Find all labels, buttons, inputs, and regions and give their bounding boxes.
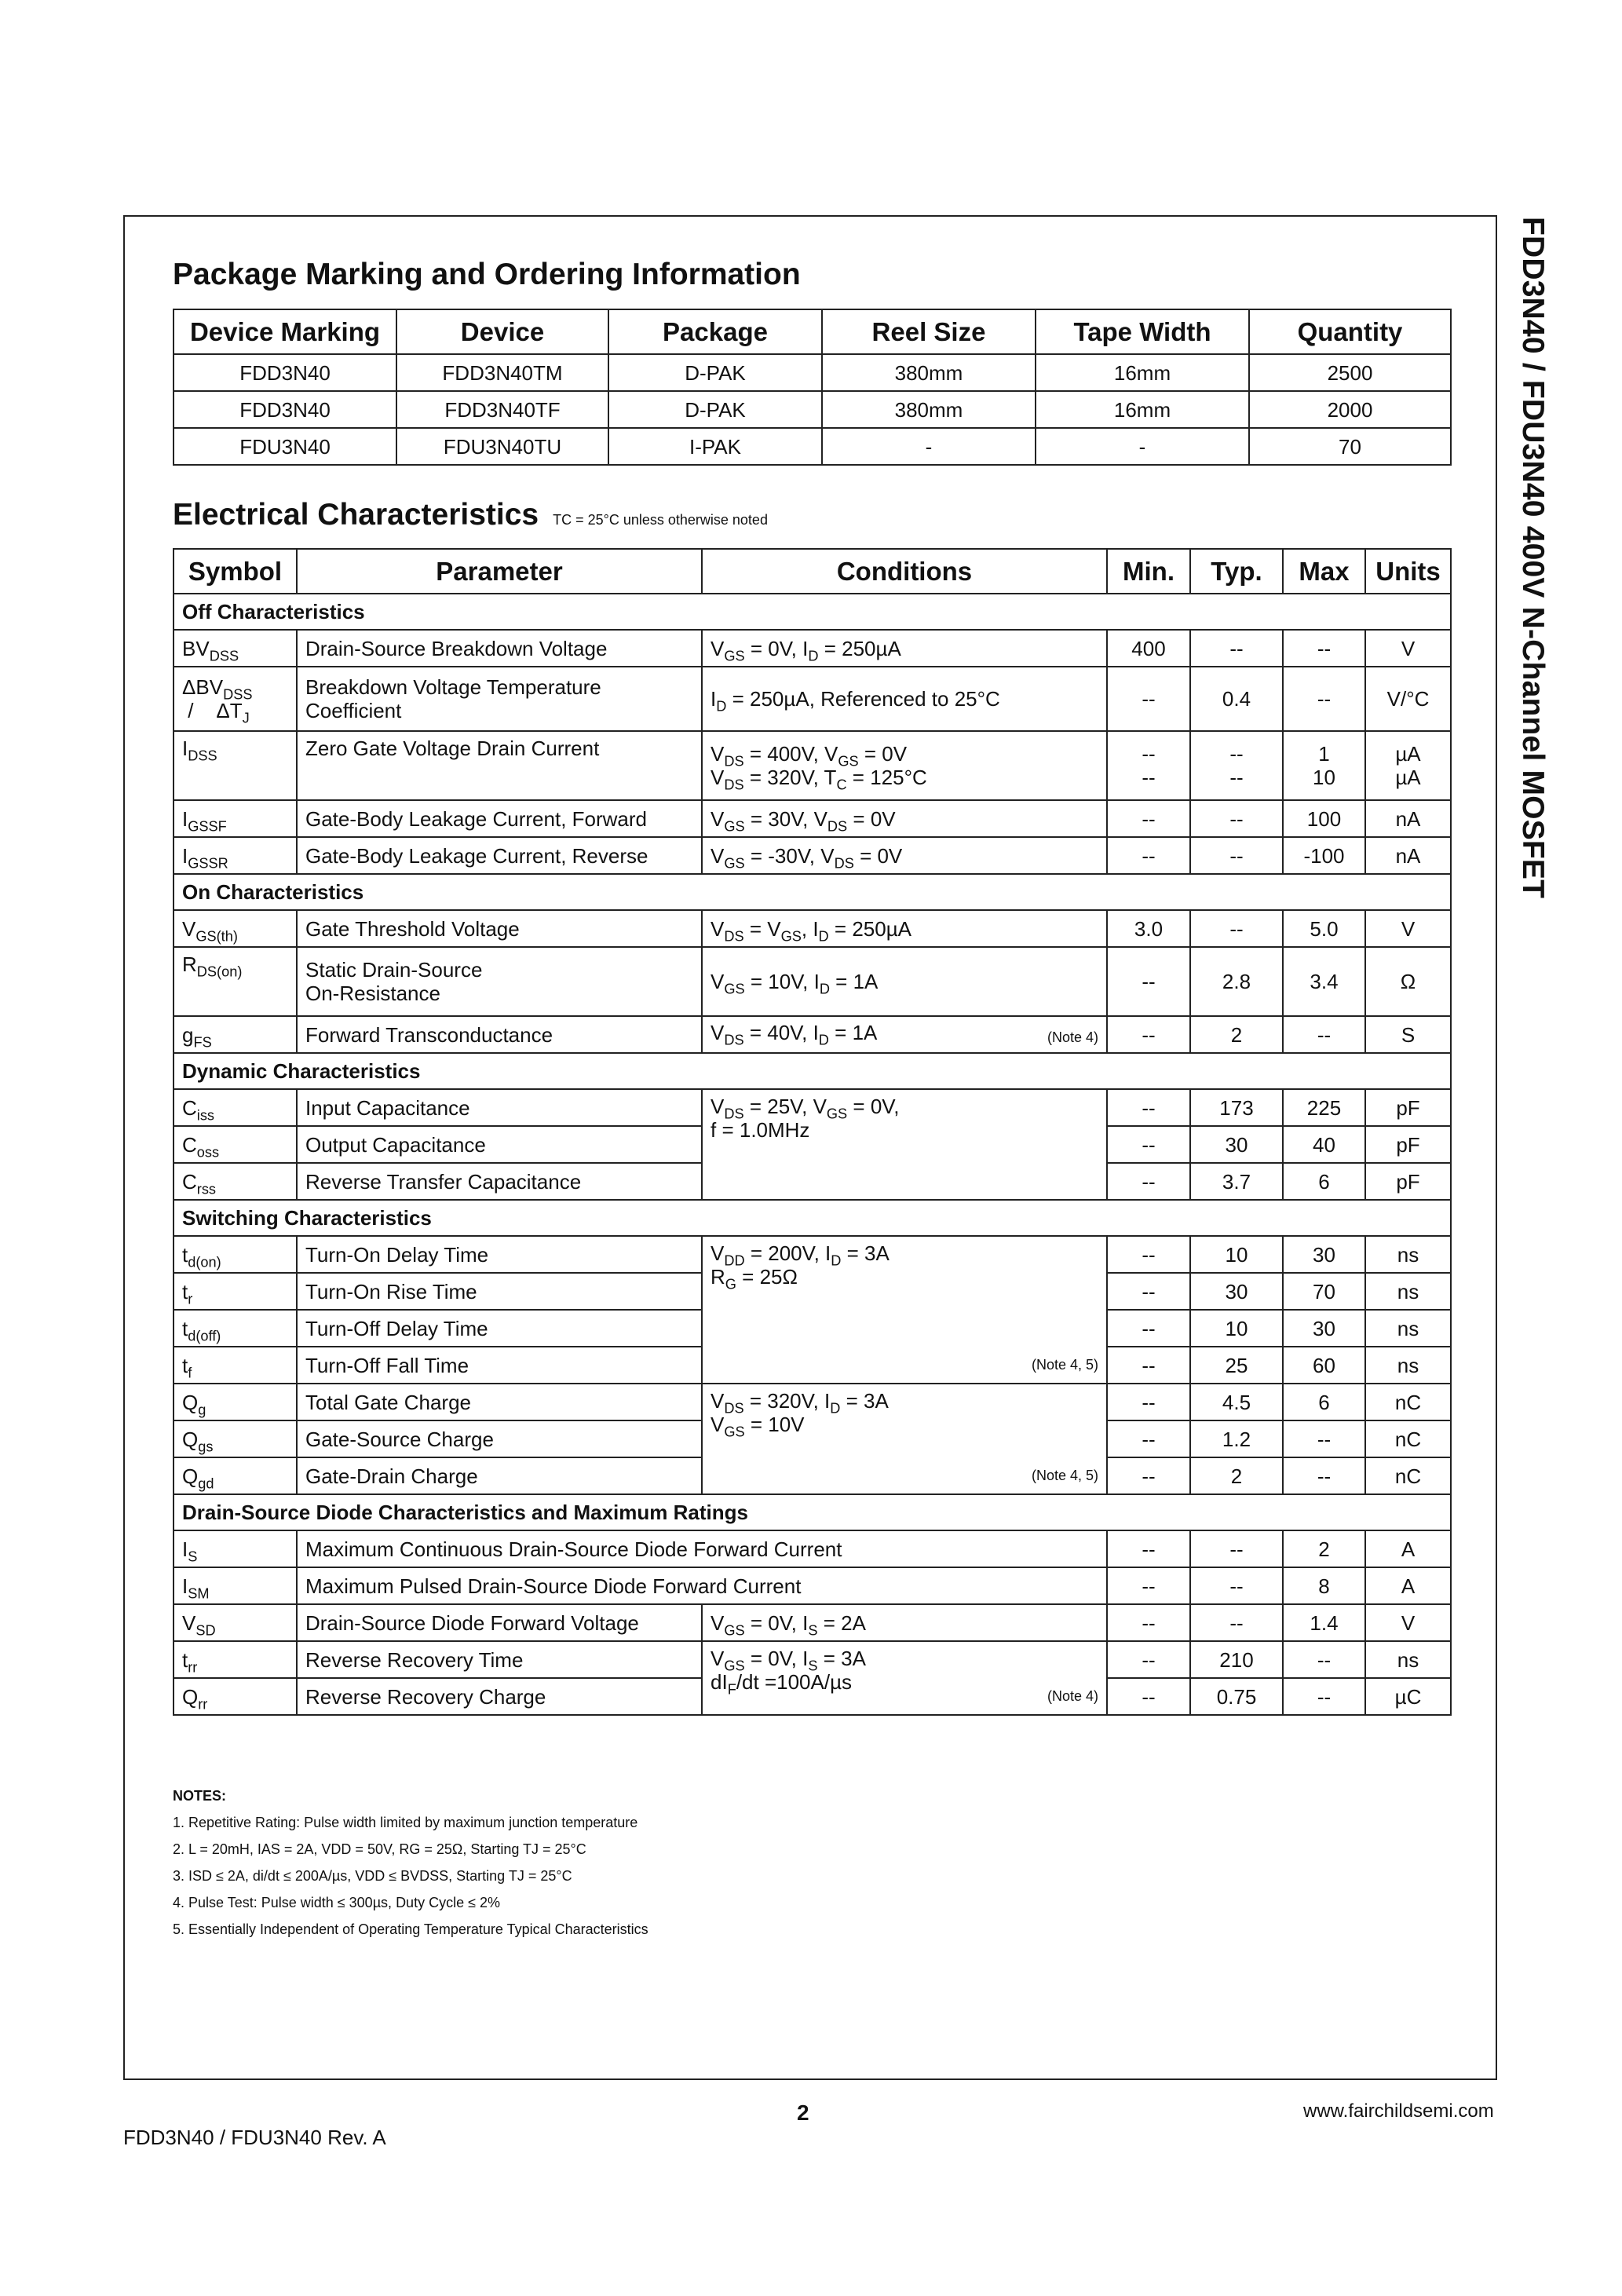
param-cell: Maximum Pulsed Drain-Source Diode Forward Current: [297, 1567, 1107, 1604]
cell: -: [1036, 428, 1249, 465]
symbol-cell: $t_{rr}$: [174, 1641, 297, 1678]
value: µA: [1395, 766, 1421, 789]
symbol-cell: $I_{SM}$: [174, 1567, 297, 1604]
typ-cell: 2: [1190, 1457, 1283, 1494]
header-quantity: Quantity: [1249, 309, 1451, 354]
min-cell: --: [1107, 1384, 1190, 1420]
cell: 16mm: [1036, 354, 1249, 391]
max-cell: --: [1283, 1016, 1365, 1053]
param-cell: [297, 667, 702, 731]
symbol-cell: $BV_{DSS}$: [174, 630, 297, 667]
param-cell: Maximum Continuous Drain-Source Diode Forward Current: [297, 1530, 1107, 1567]
section-row-on: [174, 874, 1451, 910]
header-device: Device: [396, 309, 608, 354]
cell: 2000: [1249, 391, 1451, 428]
min-cell: --: [1107, 1016, 1190, 1053]
min-cell: --: [1107, 1347, 1190, 1384]
max-cell: -100: [1283, 837, 1365, 874]
unit-cell: µC: [1365, 1678, 1451, 1715]
value: --: [1229, 766, 1244, 789]
condition-note: TC = 25°C unless otherwise noted: [553, 512, 768, 528]
symbol-cell: $C_{iss}$: [174, 1089, 297, 1126]
cell: 70: [1249, 428, 1451, 465]
table-row: [174, 731, 1451, 800]
cell: D-PAK: [608, 354, 822, 391]
symbol-cell: $Q_g$: [174, 1384, 297, 1420]
max-cell: 40: [1283, 1126, 1365, 1163]
typ-cell: 10: [1190, 1310, 1283, 1347]
cell: -: [822, 428, 1036, 465]
min-cell: --: [1107, 1236, 1190, 1273]
table-row: [174, 947, 1451, 1016]
param-cell: Drain-Source Breakdown Voltage: [297, 630, 702, 667]
symbol-cell: $I_{GSSF}$: [174, 800, 297, 837]
max-cell: 6: [1283, 1163, 1365, 1200]
typ-cell: 30: [1190, 1273, 1283, 1310]
cond-cell: $V_{DS} = V_{GS}$, $I_D = 250\mu A$: [702, 910, 1107, 947]
cond-cell: $V_{GS} = 10V$, $I_D = 1A$: [702, 947, 1107, 1016]
cell: 380mm: [822, 354, 1036, 391]
min-cell: --: [1107, 1678, 1190, 1715]
side-title: [1506, 217, 1553, 971]
cell: 380mm: [822, 391, 1036, 428]
cell: I-PAK: [608, 428, 822, 465]
table-row: [174, 910, 1451, 947]
max-cell: --: [1283, 667, 1365, 731]
param-cell: Gate-Body Leakage Current, Forward: [297, 800, 702, 837]
typ-cell: --: [1190, 910, 1283, 947]
page-number: 2: [797, 2100, 809, 2125]
cell: D-PAK: [608, 391, 822, 428]
cell: FDD3N40: [174, 354, 396, 391]
symbol-cell: $I_S$: [174, 1530, 297, 1567]
min-cell: 400: [1107, 630, 1190, 667]
electrical-table: [173, 548, 1452, 1716]
min-cell: --: [1107, 667, 1190, 731]
unit-cell: [1365, 731, 1451, 800]
unit-cell: nC: [1365, 1420, 1451, 1457]
table-row: [174, 667, 1451, 731]
footer-revision: FDD3N40 / FDU3N40 Rev. A: [123, 2126, 386, 2149]
param-cell: Output Capacitance: [297, 1126, 702, 1163]
min-cell: --: [1107, 1089, 1190, 1126]
unit-cell: nC: [1365, 1384, 1451, 1420]
param-cell: Gate-Drain Charge: [297, 1457, 702, 1494]
header-units: Units: [1365, 549, 1451, 594]
section-label: Switching Characteristics: [174, 1200, 1451, 1236]
header-symbol: Symbol: [174, 549, 297, 594]
symbol-cell: $C_{rss}$: [174, 1163, 297, 1200]
unit-cell: V/°C: [1365, 667, 1451, 731]
min-cell: --: [1107, 800, 1190, 837]
cell: FDU3N40TU: [396, 428, 608, 465]
table-row: [174, 1016, 1451, 1053]
typ-cell: 4.5: [1190, 1384, 1283, 1420]
min-cell: --: [1107, 1163, 1190, 1200]
notes-block: [173, 1782, 648, 1943]
symbol-cell: $t_{d(off)}$: [174, 1310, 297, 1347]
note-item: 1. Repetitive Rating: Pulse width limited by maximum junction temperature: [173, 1815, 638, 1830]
unit-cell: Ω: [1365, 947, 1451, 1016]
table-row: [174, 1236, 1451, 1273]
electrical-section-title: [173, 498, 768, 532]
param-cell: Gate-Body Leakage Current, Reverse: [297, 837, 702, 874]
table-row: [174, 391, 1451, 428]
param-cell: [297, 947, 702, 1016]
typ-cell: 0.4: [1190, 667, 1283, 731]
value: 1: [1318, 742, 1330, 766]
note-item: 5. Essentially Independent of Operating Temperature Typical Characteristics: [173, 1921, 648, 1937]
min-cell: --: [1107, 1641, 1190, 1678]
max-cell: --: [1283, 630, 1365, 667]
cond-cell: $V_{DD} = 200V$, $I_D = 3A$ $R_G = 25\Omega$ (Note 4, 5): [702, 1236, 1107, 1384]
table-row: [174, 428, 1451, 465]
min-cell: --: [1107, 1273, 1190, 1310]
unit-cell: pF: [1365, 1163, 1451, 1200]
symbol-cell: $I_{GSSR}$: [174, 837, 297, 874]
value: --: [1142, 766, 1156, 789]
param-cell: Forward Transconductance: [297, 1016, 702, 1053]
min-cell: --: [1107, 1126, 1190, 1163]
symbol-cell: $R_{DS(on)}$: [174, 947, 297, 1016]
table-row: [174, 800, 1451, 837]
typ-cell: 210: [1190, 1641, 1283, 1678]
table-row: [174, 1530, 1451, 1567]
unit-cell: V: [1365, 910, 1451, 947]
value: --: [1229, 742, 1244, 766]
symbol-cell: $t_f$: [174, 1347, 297, 1384]
footer-website-link[interactable]: www.fairchildsemi.com: [1303, 2100, 1494, 2122]
max-cell: 30: [1283, 1236, 1365, 1273]
value: µA: [1395, 742, 1421, 766]
max-cell: 70: [1283, 1273, 1365, 1310]
max-cell: 225: [1283, 1089, 1365, 1126]
unit-cell: nA: [1365, 837, 1451, 874]
section-label: Dynamic Characteristics: [174, 1053, 1451, 1089]
section-row-off: [174, 594, 1451, 630]
min-cell: [1107, 731, 1190, 800]
param-cell: Turn-On Delay Time: [297, 1236, 702, 1273]
header-parameter: Parameter: [297, 549, 702, 594]
unit-cell: nC: [1365, 1457, 1451, 1494]
cond-cell: $V_{DS} = 40V$, $I_D = 1A$ (Note 4): [702, 1016, 1107, 1053]
symbol-cell: $t_{d(on)}$: [174, 1236, 297, 1273]
note-item: 3. ISD ≤ 2A, di/dt ≤ 200A/µs, VDD ≤ BVDSS, Starting TJ = 25°C: [173, 1868, 572, 1884]
param-line: Static Drain-Source: [305, 958, 483, 982]
unit-cell: pF: [1365, 1089, 1451, 1126]
max-cell: --: [1283, 1457, 1365, 1494]
unit-cell: ns: [1365, 1641, 1451, 1678]
param-cell: Reverse Transfer Capacitance: [297, 1163, 702, 1200]
section-row-switching: [174, 1200, 1451, 1236]
header-max: Max: [1283, 549, 1365, 594]
unit-cell: A: [1365, 1530, 1451, 1567]
unit-cell: pF: [1365, 1126, 1451, 1163]
note-item: 2. L = 20mH, IAS = 2A, VDD = 50V, RG = 25Ω, Starting TJ = 25°C: [173, 1841, 586, 1857]
min-cell: 3.0: [1107, 910, 1190, 947]
typ-cell: [1190, 731, 1283, 800]
param-line: Breakdown Voltage Temperature: [305, 675, 601, 699]
param-cell: Turn-On Rise Time: [297, 1273, 702, 1310]
param-cell: Reverse Recovery Charge: [297, 1678, 702, 1715]
typ-cell: 25: [1190, 1347, 1283, 1384]
symbol-cell: $g_{FS}$: [174, 1016, 297, 1053]
package-header-row: [174, 309, 1451, 354]
electrical-title-text: Electrical Characteristics: [173, 498, 539, 532]
max-cell: 1.4: [1283, 1604, 1365, 1641]
cond-cell: $V_{GS} = 0V$, $I_D = 250\mu A$: [702, 630, 1107, 667]
symbol-cell: $C_{oss}$: [174, 1126, 297, 1163]
param-cell: Gate Threshold Voltage: [297, 910, 702, 947]
symbol-cell: $Q_{rr}$: [174, 1678, 297, 1715]
symbol-cell: $t_r$: [174, 1273, 297, 1310]
header-min: Min.: [1107, 549, 1190, 594]
note-item: 4. Pulse Test: Pulse width ≤ 300µs, Duty Cycle ≤ 2%: [173, 1895, 500, 1910]
max-cell: 6: [1283, 1384, 1365, 1420]
unit-cell: V: [1365, 630, 1451, 667]
table-row: [174, 1384, 1451, 1420]
note-ref: (Note 4, 5): [1031, 1468, 1098, 1483]
table-row: [174, 1641, 1451, 1678]
cond-cell: $V_{GS} = 0V$, $I_S = 3A$ $dI_F/dt =100A/\mu s$ (Note 4): [702, 1641, 1107, 1715]
header-typ: Typ.: [1190, 549, 1283, 594]
section-label: Off Characteristics: [174, 594, 1451, 630]
unit-cell: A: [1365, 1567, 1451, 1604]
max-cell: --: [1283, 1678, 1365, 1715]
header-reel-size: Reel Size: [822, 309, 1036, 354]
typ-cell: --: [1190, 800, 1283, 837]
param-cell: Total Gate Charge: [297, 1384, 702, 1420]
cond-cell: $V_{DS} = 320V$, $I_D = 3A$ $V_{GS} = 10V$ (Note 4, 5): [702, 1384, 1107, 1494]
typ-cell: 1.2: [1190, 1420, 1283, 1457]
cell: 16mm: [1036, 391, 1249, 428]
section-label: On Characteristics: [174, 874, 1451, 910]
side-title-text: FDD3N40 / FDU3N40 400V N-Channel MOSFET: [1516, 217, 1550, 899]
typ-cell: --: [1190, 1604, 1283, 1641]
unit-cell: ns: [1365, 1236, 1451, 1273]
package-table: [173, 309, 1452, 466]
cond-cell: $V_{GS} = 30V$, $V_{DS} = 0V$: [702, 800, 1107, 837]
section-row-dynamic: [174, 1053, 1451, 1089]
symbol-cell: $V_{SD}$: [174, 1604, 297, 1641]
cond-cell: $V_{GS} = 0V$, $I_S = 2A$: [702, 1604, 1107, 1641]
typ-cell: --: [1190, 837, 1283, 874]
table-row: [174, 354, 1451, 391]
cond-cell: $V_{GS} = -30V$, $V_{DS} = 0V$: [702, 837, 1107, 874]
param-cell: Reverse Recovery Time: [297, 1641, 702, 1678]
min-cell: --: [1107, 1420, 1190, 1457]
param-cell: Turn-Off Fall Time: [297, 1347, 702, 1384]
table-row: [174, 837, 1451, 874]
typ-cell: 2: [1190, 1016, 1283, 1053]
max-cell: [1283, 731, 1365, 800]
typ-cell: --: [1190, 1530, 1283, 1567]
cell: FDU3N40: [174, 428, 396, 465]
min-cell: --: [1107, 947, 1190, 1016]
symbol-cell: $Q_{gd}$: [174, 1457, 297, 1494]
cond-cell: $V_{DS} = 400V$, $V_{GS} = 0V$ $V_{DS} = 320V$, $T_C = 125^\circ C$: [702, 731, 1107, 800]
max-cell: --: [1283, 1641, 1365, 1678]
symbol-cell: $Q_{gs}$: [174, 1420, 297, 1457]
max-cell: 2: [1283, 1530, 1365, 1567]
table-row: [174, 1089, 1451, 1126]
param-cell: Drain-Source Diode Forward Voltage: [297, 1604, 702, 1641]
symbol-cell: $I_{DSS}$: [174, 731, 297, 800]
symbol-cell: $\Delta BV_{DSS}$ / $\Delta T_J$: [174, 667, 297, 731]
max-cell: --: [1283, 1420, 1365, 1457]
header-device-marking: Device Marking: [174, 309, 396, 354]
cond-cell: $I_D = 250\mu A$, Referenced to 25°C: [702, 667, 1107, 731]
cell: FDD3N40TM: [396, 354, 608, 391]
param-cell: Input Capacitance: [297, 1089, 702, 1126]
min-cell: --: [1107, 837, 1190, 874]
typ-cell: 0.75: [1190, 1678, 1283, 1715]
value: 10: [1313, 766, 1335, 789]
typ-cell: 30: [1190, 1126, 1283, 1163]
min-cell: --: [1107, 1530, 1190, 1567]
header-tape-width: Tape Width: [1036, 309, 1249, 354]
section-row-diode: [174, 1494, 1451, 1530]
package-section-title: Package Marking and Ordering Information: [173, 258, 801, 291]
table-row: [174, 630, 1451, 667]
table-row: [174, 1567, 1451, 1604]
typ-cell: --: [1190, 630, 1283, 667]
param-cell: Turn-Off Delay Time: [297, 1310, 702, 1347]
unit-cell: S: [1365, 1016, 1451, 1053]
unit-cell: V: [1365, 1604, 1451, 1641]
typ-cell: 3.7: [1190, 1163, 1283, 1200]
param-cell: Gate-Source Charge: [297, 1420, 702, 1457]
table-row: [174, 1604, 1451, 1641]
note-ref: (Note 4): [1047, 1029, 1098, 1045]
param-cell: Zero Gate Voltage Drain Current: [297, 731, 702, 800]
max-cell: 100: [1283, 800, 1365, 837]
cond-cell: $V_{DS} = 25V$, $V_{GS} = 0V$, f = 1.0MHz: [702, 1089, 1107, 1200]
min-cell: --: [1107, 1310, 1190, 1347]
param-line: Coefficient: [305, 699, 402, 722]
param-line: On-Resistance: [305, 982, 440, 1005]
typ-cell: 10: [1190, 1236, 1283, 1273]
electrical-header-row: [174, 549, 1451, 594]
unit-cell: ns: [1365, 1347, 1451, 1384]
cell: FDD3N40TF: [396, 391, 608, 428]
section-label: Drain-Source Diode Characteristics and Maximum Ratings: [174, 1494, 1451, 1530]
unit-cell: ns: [1365, 1273, 1451, 1310]
min-cell: --: [1107, 1457, 1190, 1494]
max-cell: 5.0: [1283, 910, 1365, 947]
typ-cell: --: [1190, 1567, 1283, 1604]
cell: FDD3N40: [174, 391, 396, 428]
notes-heading: NOTES:: [173, 1788, 227, 1804]
symbol-cell: $V_{GS(th)}$: [174, 910, 297, 947]
note-ref: (Note 4, 5): [1031, 1357, 1098, 1373]
header-conditions: Conditions: [702, 549, 1107, 594]
max-cell: 8: [1283, 1567, 1365, 1604]
cell: 2500: [1249, 354, 1451, 391]
unit-cell: nA: [1365, 800, 1451, 837]
value: --: [1142, 742, 1156, 766]
typ-cell: 173: [1190, 1089, 1283, 1126]
unit-cell: ns: [1365, 1310, 1451, 1347]
min-cell: --: [1107, 1604, 1190, 1641]
min-cell: --: [1107, 1567, 1190, 1604]
note-ref: (Note 4): [1047, 1688, 1098, 1704]
max-cell: 60: [1283, 1347, 1365, 1384]
typ-cell: 2.8: [1190, 947, 1283, 1016]
max-cell: 3.4: [1283, 947, 1365, 1016]
header-package: Package: [608, 309, 822, 354]
max-cell: 30: [1283, 1310, 1365, 1347]
